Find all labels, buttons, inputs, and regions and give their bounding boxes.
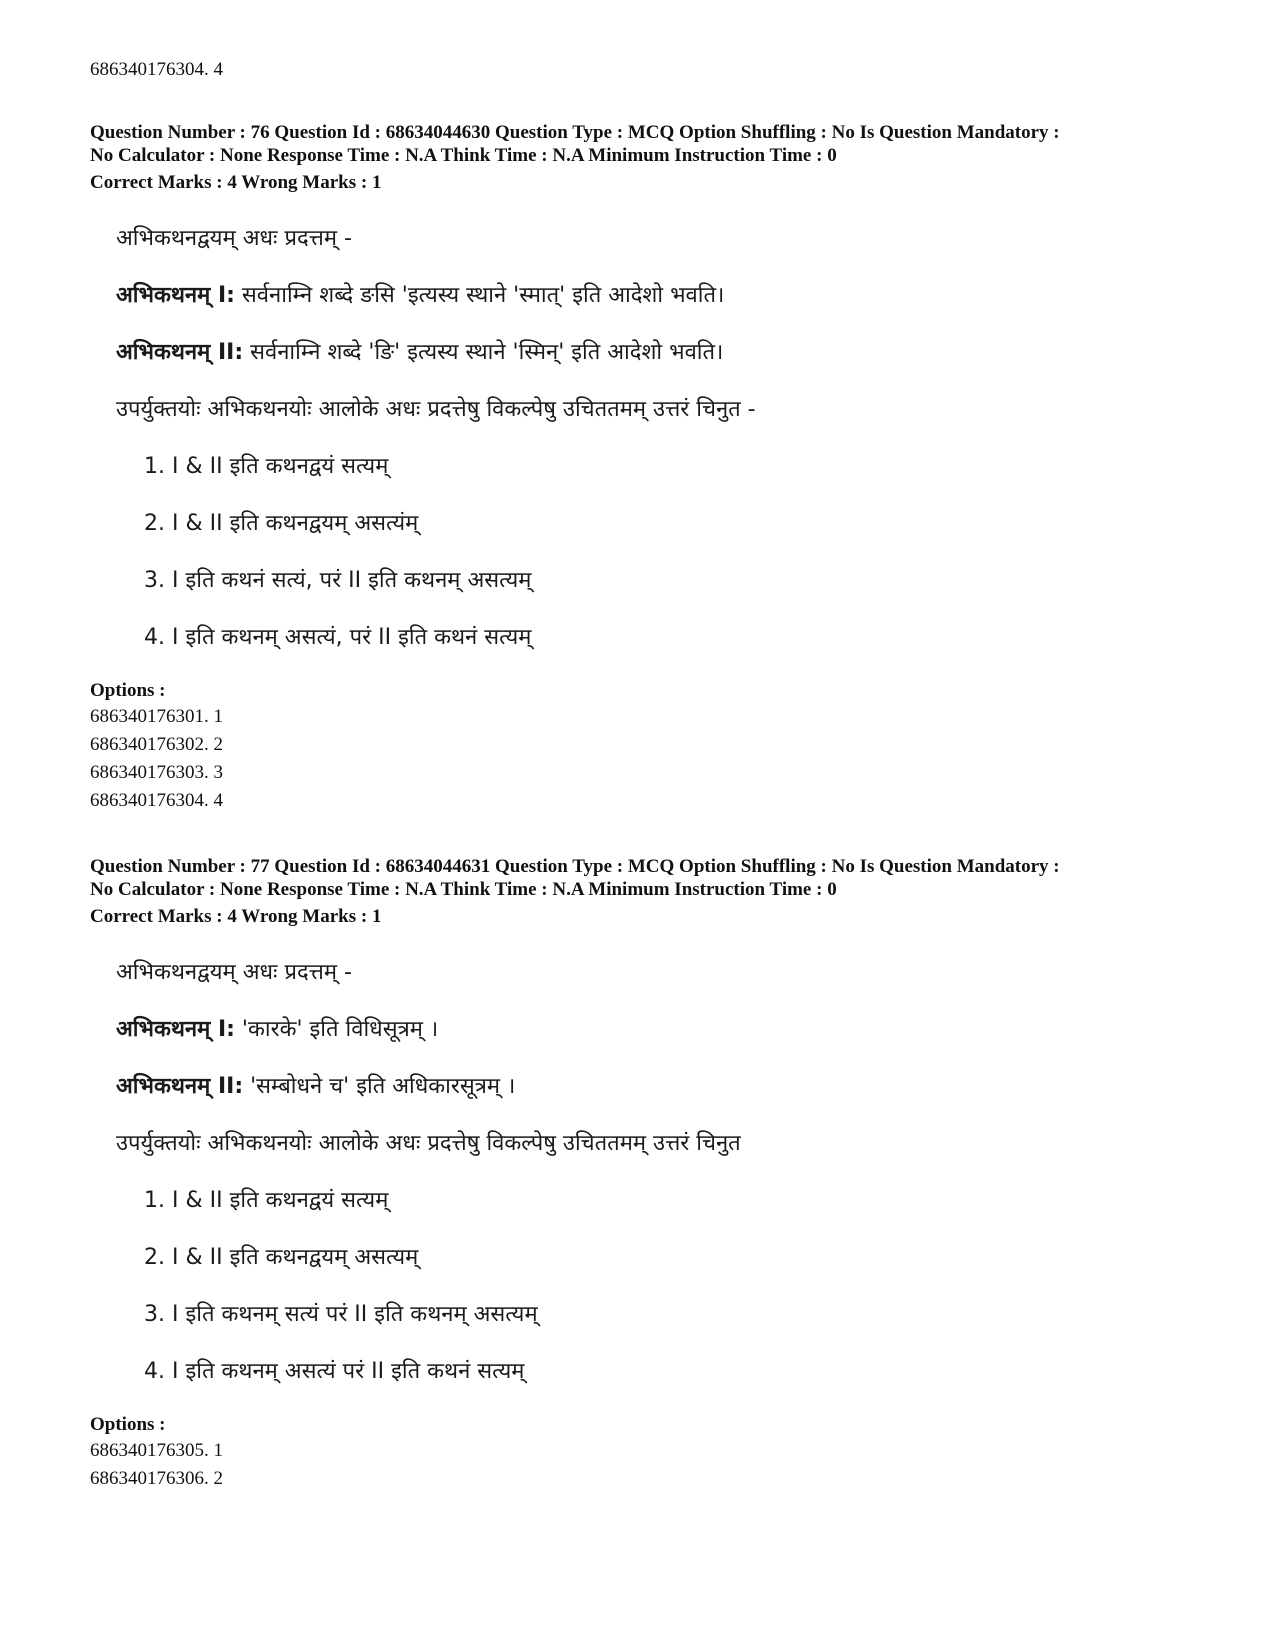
choice-2: 2. I & II इति कथनद्वयम् असत्यंम् — [144, 511, 419, 536]
statement-2-text: 'सम्बोधने च' इति अधिकारसूत्रम् । — [243, 1074, 516, 1099]
option-id: 686340176302. 2 — [90, 734, 223, 755]
statement-1 — [116, 280, 756, 337]
choice-3: 3. I इति कथनम् सत्यं परं II इति कथनम् असत्यम् — [144, 1302, 538, 1327]
choice-1: 1. I & II इति कथनद्वयं सत्यम् — [144, 1188, 389, 1213]
question-intro: अभिकथनद्वयम् अधः प्रदत्तम् - — [116, 226, 352, 251]
question-marks: Correct Marks : 4 Wrong Marks : 1 — [90, 172, 382, 193]
option-id: 686340176306. 2 — [90, 1468, 223, 1489]
question-intro: अभिकथनद्वयम् अधः प्रदत्तम् - — [116, 960, 352, 985]
choice-4: 4. I इति कथनम् असत्यं परं II इति कथनं सत्यम् — [144, 1359, 525, 1384]
question-meta-line2: No Calculator : None Response Time : N.A Think Time : N.A Minimum Instruction Time : 0 — [90, 145, 837, 166]
choice-1: 1. I & II इति कथनद्वयं सत्यम् — [144, 454, 389, 479]
question-meta-line2: No Calculator : None Response Time : N.A Think Time : N.A Minimum Instruction Time : 0 — [90, 879, 837, 900]
statement-1-text: 'कारके' इति विधिसूत्रम् । — [234, 1017, 439, 1042]
statement-1-text: सर्वनाम्नि शब्दे ङसि 'इत्यस्य स्थाने 'स्मात्' इति आदेशो भवति। — [234, 283, 725, 308]
question-meta — [90, 121, 1190, 194]
question-76 — [90, 121, 1190, 811]
question-marks: Correct Marks : 4 Wrong Marks : 1 — [90, 906, 382, 927]
question-prompt: उपर्युक्तयोः अभिकथनयोः आलोके अधः प्रदत्तेषु विकल्पेषु उचिततमम् उत्तरं चिनुत — [116, 1131, 741, 1156]
question-body — [116, 223, 756, 679]
question-prompt: उपर्युक्तयोः अभिकथनयोः आलोके अधः प्रदत्तेषु विकल्पेषु उचिततमम् उत्तरं चिनुत - — [116, 397, 756, 422]
statement-2-label: अभिकथनम् II: — [116, 1074, 244, 1099]
options-list — [90, 1413, 223, 1493]
prev-option-line: 686340176304. 4 — [90, 59, 223, 80]
statement-1-label: अभिकथनम् I: — [116, 283, 235, 308]
statement-2-text: सर्वनाम्नि शब्दे 'ङि' इत्यस्य स्थाने 'स्मिन्' इति आदेशो भवति। — [243, 340, 724, 365]
option-id: 686340176303. 3 — [90, 762, 223, 783]
question-77 — [90, 855, 1190, 1489]
choice-3: 3. I इति कथनं सत्यं, परं II इति कथनम् असत्यम् — [144, 568, 532, 593]
options-label: Options : — [90, 680, 166, 701]
statement-1-label: अभिकथनम् I: — [116, 1017, 235, 1042]
choice-4: 4. I इति कथनम् असत्यं, परं II इति कथनं सत्यम् — [144, 625, 532, 650]
statement-1 — [116, 1014, 741, 1071]
question-meta-line1: Question Number : 76 Question Id : 68634044630 Question Type : MCQ Option Shuffling : No Is Question Mandatory : — [90, 122, 1060, 143]
question-meta — [90, 855, 1190, 928]
statement-2 — [116, 1071, 741, 1128]
options-list — [90, 679, 223, 815]
question-meta-line1: Question Number : 77 Question Id : 68634044631 Question Type : MCQ Option Shuffling : No Is Question Mandatory : — [90, 856, 1060, 877]
statement-2 — [116, 337, 756, 394]
options-label: Options : — [90, 1414, 166, 1435]
option-id: 686340176305. 1 — [90, 1440, 223, 1461]
option-id: 686340176301. 1 — [90, 706, 223, 727]
question-body — [116, 957, 741, 1413]
choice-2: 2. I & II इति कथनद्वयम् असत्यम् — [144, 1245, 419, 1270]
option-id: 686340176304. 4 — [90, 790, 223, 811]
statement-2-label: अभिकथनम् II: — [116, 340, 244, 365]
